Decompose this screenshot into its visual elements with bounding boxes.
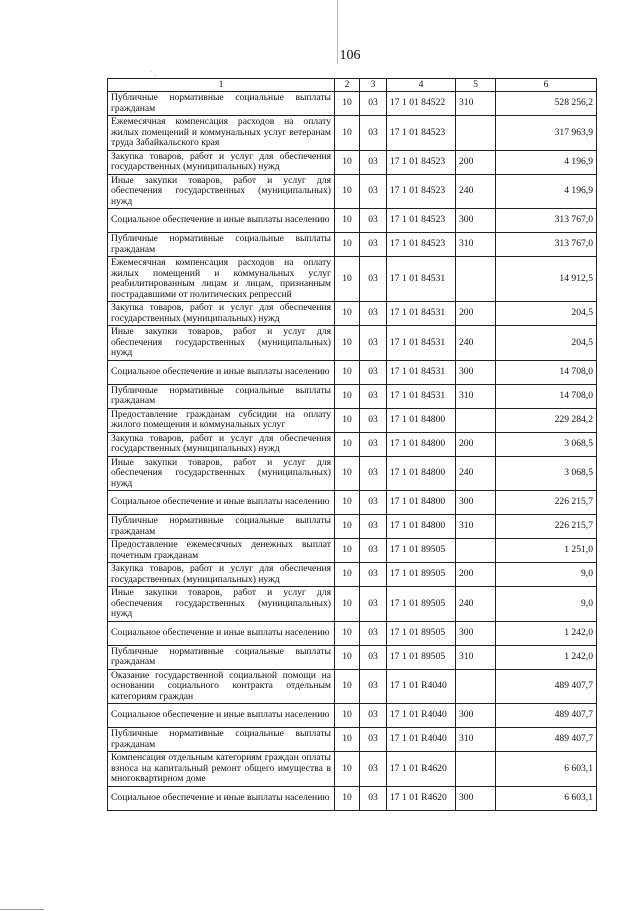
table-row — [108, 408, 597, 432]
target-article-code: 17 1 01 84531 — [387, 302, 456, 326]
subsection-code: 03 — [360, 257, 387, 302]
subsection-code: 03 — [360, 669, 387, 704]
section-code: 10 — [335, 704, 360, 728]
amount-value: 1 251,0 — [496, 539, 597, 563]
amount-value: 9,0 — [496, 587, 597, 622]
expense-type-code: 310 — [456, 384, 496, 408]
amount-value: 317 963,9 — [496, 116, 597, 151]
expense-type-code: 300 — [456, 704, 496, 728]
section-code: 10 — [335, 326, 360, 361]
table-row — [108, 257, 597, 302]
row-description: Социальное обеспечение и иные выплаты населению — [108, 621, 335, 645]
amount-value: 3 068,5 — [496, 456, 597, 491]
target-article-code: 17 1 01 89505 — [387, 539, 456, 563]
subsection-code: 03 — [360, 786, 387, 810]
amount-value: 1 242,0 — [496, 621, 597, 645]
expense-type-code: 310 — [456, 92, 496, 116]
subsection-code: 03 — [360, 233, 387, 257]
expense-type-code: 300 — [456, 360, 496, 384]
table-row — [108, 116, 597, 151]
amount-value: 3 068,5 — [496, 432, 597, 456]
section-code: 10 — [335, 92, 360, 116]
table-row — [108, 233, 597, 257]
budget-table — [107, 78, 597, 811]
column-header: 6 — [496, 79, 597, 92]
amount-value: 6 603,1 — [496, 786, 597, 810]
table-row — [108, 752, 597, 787]
amount-value: 226 215,7 — [496, 491, 597, 515]
row-description: Публичные нормативные социальные выплаты гражданам — [108, 384, 335, 408]
expense-type-code — [456, 539, 496, 563]
row-description: Закупка товаров, работ и услуг для обеспечения государственных (муниципальных) нужд — [108, 432, 335, 456]
subsection-code: 03 — [360, 515, 387, 539]
section-code: 10 — [335, 432, 360, 456]
section-code: 10 — [335, 384, 360, 408]
row-description: Иные закупки товаров, работ и услуг для обеспечения государственных (муниципальных) нужд — [108, 587, 335, 622]
target-article-code: 17 1 01 84523 — [387, 209, 456, 233]
target-article-code: 17 1 01 84531 — [387, 326, 456, 361]
expense-type-code: 200 — [456, 150, 496, 174]
target-article-code: 17 1 01 84522 — [387, 92, 456, 116]
target-article-code: 17 1 01 84800 — [387, 408, 456, 432]
subsection-code: 03 — [360, 116, 387, 151]
subsection-code: 03 — [360, 456, 387, 491]
expense-type-code: 240 — [456, 456, 496, 491]
target-article-code: 17 1 01 R4620 — [387, 786, 456, 810]
column-header: 2 — [335, 79, 360, 92]
row-description: Оказание государственной социальной помощи на основании социального контракта отдельным категориям граждан — [108, 669, 335, 704]
target-article-code: 17 1 01 R4040 — [387, 669, 456, 704]
table-row — [108, 491, 597, 515]
section-code: 10 — [335, 621, 360, 645]
subsection-code: 03 — [360, 728, 387, 752]
amount-value: 14 708,0 — [496, 360, 597, 384]
target-article-code: 17 1 01 84523 — [387, 174, 456, 209]
section-code: 10 — [335, 786, 360, 810]
section-code: 10 — [335, 302, 360, 326]
expense-type-code: 300 — [456, 209, 496, 233]
expense-type-code: 200 — [456, 302, 496, 326]
target-article-code: 17 1 01 89505 — [387, 563, 456, 587]
section-code: 10 — [335, 587, 360, 622]
amount-value: 6 603,1 — [496, 752, 597, 787]
table-row — [108, 174, 597, 209]
subsection-code: 03 — [360, 563, 387, 587]
amount-value: 489 407,7 — [496, 669, 597, 704]
row-description: Публичные нормативные социальные выплаты гражданам — [108, 515, 335, 539]
target-article-code: 17 1 01 84800 — [387, 491, 456, 515]
table-row — [108, 786, 597, 810]
target-article-code: 17 1 01 89505 — [387, 645, 456, 669]
amount-value: 313 767,0 — [496, 209, 597, 233]
column-header: 4 — [387, 79, 456, 92]
subsection-code: 03 — [360, 326, 387, 361]
target-article-code: 17 1 01 89505 — [387, 587, 456, 622]
table-row — [108, 302, 597, 326]
expense-type-code: 310 — [456, 645, 496, 669]
section-code: 10 — [335, 116, 360, 151]
expense-type-code: 300 — [456, 786, 496, 810]
subsection-code: 03 — [360, 539, 387, 563]
table-row — [108, 539, 597, 563]
expense-type-code: 240 — [456, 587, 496, 622]
target-article-code: 17 1 01 84523 — [387, 150, 456, 174]
subsection-code: 03 — [360, 432, 387, 456]
amount-value: 4 196,9 — [496, 150, 597, 174]
subsection-code: 03 — [360, 209, 387, 233]
table-row — [108, 704, 597, 728]
row-description: Ежемесячная компенсация расходов на оплату жилых помещений и коммунальных услуг ветеранам труда Забайкальского края — [108, 116, 335, 151]
section-code: 10 — [335, 669, 360, 704]
row-description: Социальное обеспечение и иные выплаты населению — [108, 786, 335, 810]
expense-type-code — [456, 257, 496, 302]
target-article-code: 17 1 01 R4040 — [387, 728, 456, 752]
expense-type-code: 310 — [456, 233, 496, 257]
scan-mark: ` . — [150, 70, 156, 78]
row-description: Закупка товаров, работ и услуг для обеспечения государственных (муниципальных) нужд — [108, 302, 335, 326]
section-code: 10 — [335, 728, 360, 752]
amount-value: 14 708,0 — [496, 384, 597, 408]
amount-value: 229 284,2 — [496, 408, 597, 432]
row-description: Социальное обеспечение и иные выплаты населению — [108, 209, 335, 233]
target-article-code: 17 1 01 84800 — [387, 456, 456, 491]
expense-type-code: 300 — [456, 621, 496, 645]
amount-value: 313 767,0 — [496, 233, 597, 257]
subsection-code: 03 — [360, 360, 387, 384]
target-article-code: 17 1 01 84800 — [387, 432, 456, 456]
table-row — [108, 587, 597, 622]
amount-value: 226 215,7 — [496, 515, 597, 539]
page-number: 106 — [339, 48, 361, 63]
expense-type-code — [456, 116, 496, 151]
budget-table-body — [108, 79, 597, 811]
table-row — [108, 150, 597, 174]
section-code: 10 — [335, 645, 360, 669]
subsection-code: 03 — [360, 491, 387, 515]
row-description: Публичные нормативные социальные выплаты гражданам — [108, 645, 335, 669]
amount-value: 528 256,2 — [496, 92, 597, 116]
row-description: Закупка товаров, работ и услуг для обеспечения государственных (муниципальных) нужд — [108, 563, 335, 587]
section-code: 10 — [335, 563, 360, 587]
amount-value: 1 242,0 — [496, 645, 597, 669]
target-article-code: 17 1 01 84531 — [387, 257, 456, 302]
subsection-code: 03 — [360, 92, 387, 116]
subsection-code: 03 — [360, 302, 387, 326]
target-article-code: 17 1 01 R4620 — [387, 752, 456, 787]
target-article-code: 17 1 01 84800 — [387, 515, 456, 539]
target-article-code: 17 1 01 84531 — [387, 384, 456, 408]
subsection-code: 03 — [360, 645, 387, 669]
row-description: Социальное обеспечение и иные выплаты населению — [108, 704, 335, 728]
target-article-code: 17 1 01 89505 — [387, 621, 456, 645]
row-description: Ежемесячная компенсация расходов на оплату жилых помещений и коммунальных услуг реабилитированным лицам и лицам, признанным пострадавшими от политических репрессий — [108, 257, 335, 302]
expense-type-code: 300 — [456, 491, 496, 515]
table-row — [108, 515, 597, 539]
table-row — [108, 92, 597, 116]
column-header: 5 — [456, 79, 496, 92]
expense-type-code — [456, 752, 496, 787]
target-article-code: 17 1 01 84523 — [387, 116, 456, 151]
expense-type-code — [456, 669, 496, 704]
amount-value: 9,0 — [496, 563, 597, 587]
amount-value: 4 196,9 — [496, 174, 597, 209]
row-description: Закупка товаров, работ и услуг для обеспечения государственных (муниципальных) нужд — [108, 150, 335, 174]
amount-value: 14 912,5 — [496, 257, 597, 302]
expense-type-code: 310 — [456, 728, 496, 752]
table-row — [108, 669, 597, 704]
subsection-code: 03 — [360, 587, 387, 622]
section-code: 10 — [335, 456, 360, 491]
table-row — [108, 728, 597, 752]
expense-type-code: 200 — [456, 432, 496, 456]
subsection-code: 03 — [360, 704, 387, 728]
target-article-code: 17 1 01 84523 — [387, 233, 456, 257]
row-description: Иные закупки товаров, работ и услуг для обеспечения государственных (муниципальных) нужд — [108, 174, 335, 209]
section-code: 10 — [335, 209, 360, 233]
section-code: 10 — [335, 257, 360, 302]
subsection-code: 03 — [360, 621, 387, 645]
row-description: Публичные нормативные социальные выплаты гражданам — [108, 233, 335, 257]
subsection-code: 03 — [360, 150, 387, 174]
row-description: Публичные нормативные социальные выплаты гражданам — [108, 728, 335, 752]
expense-type-code: 200 — [456, 563, 496, 587]
table-row — [108, 360, 597, 384]
section-code: 10 — [335, 174, 360, 209]
table-row — [108, 209, 597, 233]
subsection-code: 03 — [360, 174, 387, 209]
table-row — [108, 621, 597, 645]
section-code: 10 — [335, 408, 360, 432]
amount-value: 204,5 — [496, 302, 597, 326]
amount-value: 204,5 — [496, 326, 597, 361]
row-description: Предоставление ежемесячных денежных выплат почетным гражданам — [108, 539, 335, 563]
table-row — [108, 326, 597, 361]
section-code: 10 — [335, 752, 360, 787]
table-row — [108, 563, 597, 587]
subsection-code: 03 — [360, 384, 387, 408]
expense-type-code — [456, 408, 496, 432]
row-description: Социальное обеспечение и иные выплаты населению — [108, 360, 335, 384]
expense-type-code: 310 — [456, 515, 496, 539]
subsection-code: 03 — [360, 752, 387, 787]
target-article-code: 17 1 01 84531 — [387, 360, 456, 384]
scan-edge-line — [0, 909, 44, 910]
subsection-code: 03 — [360, 408, 387, 432]
table-row — [108, 432, 597, 456]
section-code: 10 — [335, 539, 360, 563]
section-code: 10 — [335, 150, 360, 174]
amount-value: 489 407,7 — [496, 704, 597, 728]
row-description: Социальное обеспечение и иные выплаты населению — [108, 491, 335, 515]
column-header: 3 — [360, 79, 387, 92]
table-row — [108, 645, 597, 669]
row-description: Компенсация отдельным категориям граждан оплаты взноса на капитальный ремонт общего имущества в многоквартирном доме — [108, 752, 335, 787]
row-description: Иные закупки товаров, работ и услуг для обеспечения государственных (муниципальных) нужд — [108, 326, 335, 361]
expense-type-code: 240 — [456, 174, 496, 209]
row-description: Публичные нормативные социальные выплаты гражданам — [108, 92, 335, 116]
target-article-code: 17 1 01 R4040 — [387, 704, 456, 728]
section-code: 10 — [335, 491, 360, 515]
column-header: 1 — [108, 79, 335, 92]
section-code: 10 — [335, 515, 360, 539]
expense-type-code: 240 — [456, 326, 496, 361]
amount-value: 489 407,7 — [496, 728, 597, 752]
table-row — [108, 456, 597, 491]
row-description: Иные закупки товаров, работ и услуг для обеспечения государственных (муниципальных) нужд — [108, 456, 335, 491]
section-code: 10 — [335, 233, 360, 257]
column-number-row — [108, 79, 597, 92]
section-code: 10 — [335, 360, 360, 384]
table-row — [108, 384, 597, 408]
row-description: Предоставление гражданам субсидии на оплату жилого помещения и коммунальных услуг — [108, 408, 335, 432]
